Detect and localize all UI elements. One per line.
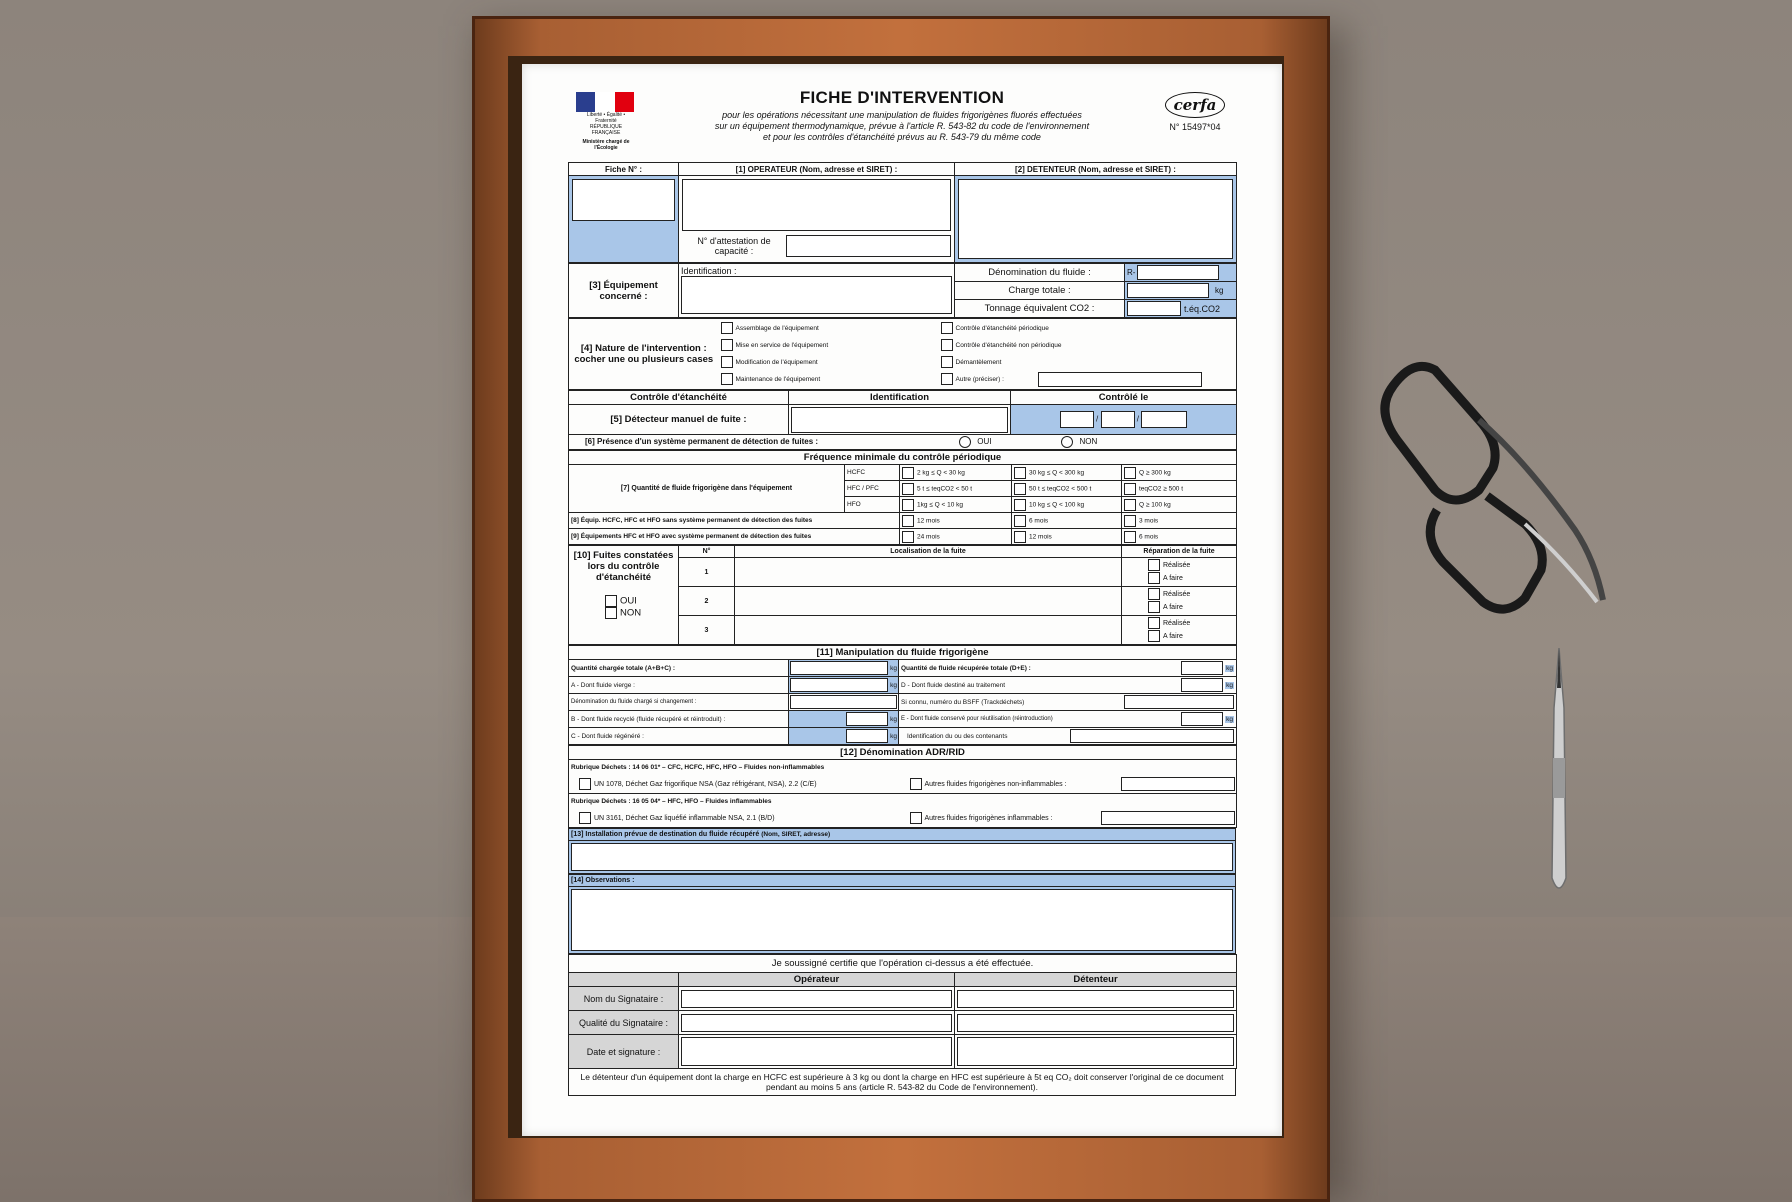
leak-1-done[interactable]: Réalisée xyxy=(1148,559,1234,572)
operator-sign-header: Opérateur xyxy=(679,973,955,987)
leak-location-2[interactable] xyxy=(735,587,1122,616)
attestation-label: N° d'attestation de capacité : xyxy=(697,236,771,256)
section-leaks: [10] Fuites constatées lors du contrôle d'étanchéité OUI NON N° Localisation de la fuite Réparation de la fuite 1 Réalisée A faire 2 Réalisée A faire 3 Réalisée A faire xyxy=(568,545,1237,645)
form-title-block xyxy=(658,88,1146,143)
flammable-other-option[interactable]: Autres fluides frigorigènes inflammables : xyxy=(910,812,1102,824)
form-subtitle-1: pour les opérations nécessitant une manipulation de fluides frigorigènes fluorés effectuées xyxy=(722,110,1082,120)
identification-header: Identification xyxy=(789,391,1011,405)
leak-2-done[interactable]: Réalisée xyxy=(1148,588,1234,601)
nature-modification[interactable]: Modification de l'équipement xyxy=(721,354,937,371)
charged-fluid-name-input[interactable] xyxy=(790,695,897,709)
observations-input[interactable] xyxy=(571,889,1233,951)
total-recovered-input[interactable] xyxy=(1181,661,1223,675)
hfo-range-c[interactable]: Q ≥ 100 kg xyxy=(1122,497,1237,513)
installation-title: [13] Installation prévue de destination du fluide récupéré (Nom, SIRET, adresse) xyxy=(569,829,1236,841)
without-detection-label: [8] Équip. HCFC, HFC et HFO sans système permanent de détection des fuites xyxy=(569,513,900,529)
form-title: FICHE D'INTERVENTION xyxy=(799,88,1005,107)
nature-periodic-check[interactable]: Contrôle d'étanchéité périodique xyxy=(941,320,1235,337)
detector-label: [5] Détecteur manuel de fuite : xyxy=(569,405,789,435)
installation-input[interactable] xyxy=(571,843,1233,871)
observations-title: [14] Observations : xyxy=(569,875,1236,887)
holder-signature-input[interactable] xyxy=(957,1037,1234,1066)
charge-input[interactable] xyxy=(1127,283,1209,298)
leaks-yes[interactable]: OUI xyxy=(605,595,676,607)
holder-input[interactable] xyxy=(958,179,1233,259)
equipment-id-input[interactable] xyxy=(681,276,952,314)
hfc-range-a[interactable]: 5 t ≤ teqCO2 < 50 t xyxy=(900,481,1012,497)
with-detection-a[interactable]: 24 mois xyxy=(900,529,1012,545)
fluid-name-input[interactable] xyxy=(1137,265,1219,280)
bsff-number-input[interactable] xyxy=(1124,695,1234,709)
equipment-label: [3] Équipement concerné : xyxy=(569,264,679,318)
charge-label: Charge totale : xyxy=(955,282,1125,300)
hfo-range-b[interactable]: 10 kg ≤ Q < 100 kg xyxy=(1012,497,1122,513)
fluid-prefix: R- xyxy=(1127,268,1136,277)
fiche-no-label: Fiche N° : xyxy=(569,163,679,176)
date-day-input[interactable] xyxy=(1060,411,1094,428)
charge-unit: kg xyxy=(1215,286,1224,295)
nature-nonperiodic-check[interactable]: Contrôle d'étanchéité non périodique xyxy=(941,337,1235,354)
section-operator-holder xyxy=(568,162,1237,263)
virgin-fluid-input[interactable] xyxy=(790,678,888,692)
flammable-other-input[interactable] xyxy=(1101,811,1235,825)
hcfc-range-c[interactable]: Q ≥ 300 kg xyxy=(1122,465,1237,481)
leak-location-1[interactable] xyxy=(735,558,1122,587)
hcfc-range-b[interactable]: 30 kg ≤ Q < 300 kg xyxy=(1012,465,1122,481)
fiche-no-input[interactable] xyxy=(572,179,675,221)
fluid-name-label: Dénomination du fluide : xyxy=(955,264,1125,282)
footer-note: Le détenteur d'un équipement dont la charge en HCFC est supérieure à 3 kg ou dont la charge en HFC est supérieure à 5t eq CO₂ doit conserver l'original de ce document pendant au moins 5 ans (article R. 543-82 du Code de l'environnement). xyxy=(568,1069,1236,1096)
hfc-range-c[interactable]: teqCO2 ≥ 500 t xyxy=(1122,481,1237,497)
without-detection-b[interactable]: 6 mois xyxy=(1012,513,1122,529)
with-detection-label: [9] Équipements HFC et HFO avec système permanent de détection des fuites xyxy=(569,529,900,545)
without-detection-a[interactable]: 12 mois xyxy=(900,513,1012,529)
holder-name-input[interactable] xyxy=(957,990,1234,1008)
certify-statement: Je soussigné certifie que l'opération ci-dessus a été effectuée. xyxy=(569,955,1237,973)
nature-assembly[interactable]: Assemblage de l'équipement xyxy=(721,320,937,337)
nature-other-input[interactable] xyxy=(1038,372,1202,387)
leak-row-2: 2 xyxy=(679,587,735,616)
glasses-icon xyxy=(1375,340,1635,620)
operator-quality-input[interactable] xyxy=(681,1014,952,1032)
intervention-form xyxy=(568,86,1236,1096)
ministry-label: Ministère chargé de l'Écologie xyxy=(582,139,630,151)
section-observations xyxy=(568,874,1236,954)
cerfa-logo: cerfa N° 15497*04 xyxy=(1162,92,1228,132)
leak-location-3[interactable] xyxy=(735,616,1122,645)
treatment-fluid-input[interactable] xyxy=(1181,678,1223,692)
identification-label: Identification : xyxy=(681,266,737,276)
operator-header: [1] OPERATEUR (Nom, adresse et SIRET) : xyxy=(679,163,955,176)
permanent-no[interactable]: NON xyxy=(1061,437,1097,446)
attestation-input[interactable] xyxy=(786,235,951,257)
hcfc-range-a[interactable]: 2 kg ≤ Q < 30 kg xyxy=(900,465,1012,481)
operator-signature-input[interactable] xyxy=(681,1037,952,1066)
without-detection-c[interactable]: 3 mois xyxy=(1122,513,1237,529)
section-signature: Je soussigné certifie que l'opération ci-dessus a été effectuée. Opérateur Détenteur Nom du Signataire : Qualité du Signataire : Date et signature : xyxy=(568,954,1237,1069)
operator-input[interactable] xyxy=(682,179,951,231)
section-equipment xyxy=(568,263,1237,318)
leak-3-todo[interactable]: A faire xyxy=(1148,630,1234,643)
leak-3-done[interactable]: Réalisée xyxy=(1148,617,1234,630)
nonflammable-other-input[interactable] xyxy=(1121,777,1235,791)
operator-name-input[interactable] xyxy=(681,990,952,1008)
leak-row-1: 1 xyxy=(679,558,735,587)
tonnage-input[interactable] xyxy=(1127,301,1181,316)
checked-on-header: Contrôlé le xyxy=(1011,391,1237,405)
permanent-yes[interactable]: OUI xyxy=(959,436,1059,448)
form-subtitle-2: sur un équipement thermodynamique, prévue à l'article R. 543-82 du code de l'environnement xyxy=(714,121,1090,131)
with-detection-b[interactable]: 12 mois xyxy=(1012,529,1122,545)
section-frequency: Fréquence minimale du contrôle périodique [7] Quantité de fluide frigorigène dans l'équipement HCFC 2 kg ≤ Q < 30 kg 30 kg ≤ Q < 300 kg Q ≥ 300 kg HFC / PFC 5 t ≤ teqCO2 < 50 t 50 t ≤ teqCO2 < 500 t teqCO2 ≥ 500 t HFO 1kg ≤ Q < 10 kg 10 kg ≤ Q < 100 kg Q ≥ 100 kg [8] Équip. HCFC, HFC et HFO sans système permanent de détection des fuites 12 mois 6 mois 3 mois [9] Équipements HFC et HFO avec système permanent de détection des fuites 24 mois 12 mois 6 mois xyxy=(568,450,1237,545)
with-detection-c[interactable]: 6 mois xyxy=(1122,529,1237,545)
nature-commissioning[interactable]: Mise en service de l'équipement xyxy=(721,337,937,354)
holder-header: [2] DETENTEUR (Nom, adresse et SIRET) : xyxy=(955,163,1237,176)
container-id-input[interactable] xyxy=(1070,729,1234,743)
pen-icon xyxy=(1544,648,1574,918)
form-header xyxy=(568,86,1236,162)
nonflammable-other-option[interactable]: Autres fluides frigorigènes non-inflammables : xyxy=(910,778,1122,790)
tonnage-unit: t.éq.CO2 xyxy=(1184,303,1221,314)
nature-dismantling[interactable]: Démantèlement xyxy=(941,354,1235,371)
leaks-no[interactable]: NON xyxy=(605,607,676,619)
date-month-input[interactable] xyxy=(1101,411,1135,428)
nature-other[interactable]: Autre (préciser) : xyxy=(941,371,1004,388)
marianne-logo: Liberté • Égalité • Fraternité RÉPUBLIQUE FRANÇAISE Ministère chargé de l'Écologie xyxy=(576,92,636,151)
leak-row-3: 3 xyxy=(679,616,735,645)
detector-id-input[interactable] xyxy=(791,407,1008,433)
frequency-title: Fréquence minimale du contrôle périodique xyxy=(569,451,1237,465)
adr-title: [12] Dénomination ADR/RID xyxy=(569,746,1237,760)
form-subtitle-3: et pour les contrôles d'étanchéité prévus au R. 543-79 du même code xyxy=(763,132,1041,142)
permanent-detection-label: [6] Présence d'un système permanent de détection de fuites : xyxy=(585,437,819,447)
un3161-option[interactable]: UN 3161, Déchet Gaz liquéfié inflammable NSA, 2.1 (B/D) xyxy=(569,810,909,828)
section-nature xyxy=(568,318,1237,390)
total-charged-input[interactable] xyxy=(790,661,888,675)
handling-title: [11] Manipulation du fluide frigorigène xyxy=(569,646,1237,660)
regenerated-fluid-input[interactable] xyxy=(846,729,888,743)
holder-sign-header: Détenteur xyxy=(955,973,1237,987)
section-detector: Contrôle d'étanchéité Identification Contrôlé le [5] Détecteur manuel de fuite : / / [6] Présence d'un système permanent de détection de fuites : OUI NON xyxy=(568,390,1237,450)
section-handling: [11] Manipulation du fluide frigorigène Quantité chargée totale (A+B+C) : kg Quantité de fluide récupérée totale (D+E) : kg A - Dont fluide vierge : kg D - Dont fluide destiné au traitement kg Dénomination du fluide chargé si changement : Si connu, numéro du BSFF (Trackdéchets) B - Dont fluide recyclé (fluide récupéré et réintroduit) : kg E - Dont fluide conservé pour réutilisation (réintroduction) kg C - Dont fluide régénéré : kg Identification du ou des contenants xyxy=(568,645,1237,745)
un1078-option[interactable]: UN 1078, Déchet Gaz frigorifique NSA (Gaz réfrigérant, NSA), 2.2 (C/E) xyxy=(569,776,909,794)
tonnage-label: Tonnage équivalent CO2 : xyxy=(955,300,1125,318)
date-year-input[interactable] xyxy=(1141,411,1187,428)
leak-check-header: Contrôle d'étanchéité xyxy=(569,391,789,405)
nature-label: [4] Nature de l'intervention : cocher une ou plusieurs cases xyxy=(569,319,719,390)
nature-maintenance[interactable]: Maintenance de l'équipement xyxy=(721,371,937,388)
leak-2-todo[interactable]: A faire xyxy=(1148,601,1234,614)
reuse-fluid-input[interactable] xyxy=(1181,712,1223,726)
hfo-range-a[interactable]: 1kg ≤ Q < 10 kg xyxy=(900,497,1012,513)
quantity-label: [7] Quantité de fluide frigorigène dans l'équipement xyxy=(569,465,845,513)
recycled-fluid-input[interactable] xyxy=(846,712,888,726)
holder-quality-input[interactable] xyxy=(957,1014,1234,1032)
section-adr: [12] Dénomination ADR/RID Rubrique Déchets : 14 06 01* – CFC, HCFC, HFC, HFO – Fluides non-inflammables UN 1078, Déchet Gaz frigorifique NSA (Gaz réfrigérant, NSA), 2.2 (C/E) Autres fluides frigorigènes non-inflammables : Rubrique Déchets : 16 05 04* – HFC, HFO – Fluides inflammables UN 3161, Déchet Gaz liquéfié inflammable NSA, 2.1 (B/D) Autres fluides frigorigènes inflammables : xyxy=(568,745,1237,828)
leak-1-todo[interactable]: A faire xyxy=(1148,572,1234,585)
section-installation xyxy=(568,828,1236,874)
leaks-label: [10] Fuites constatées lors du contrôle d'étanchéité xyxy=(573,550,674,583)
hfc-range-b[interactable]: 50 t ≤ teqCO2 < 500 t xyxy=(1012,481,1122,497)
cerfa-number: N° 15497*04 xyxy=(1169,122,1221,132)
